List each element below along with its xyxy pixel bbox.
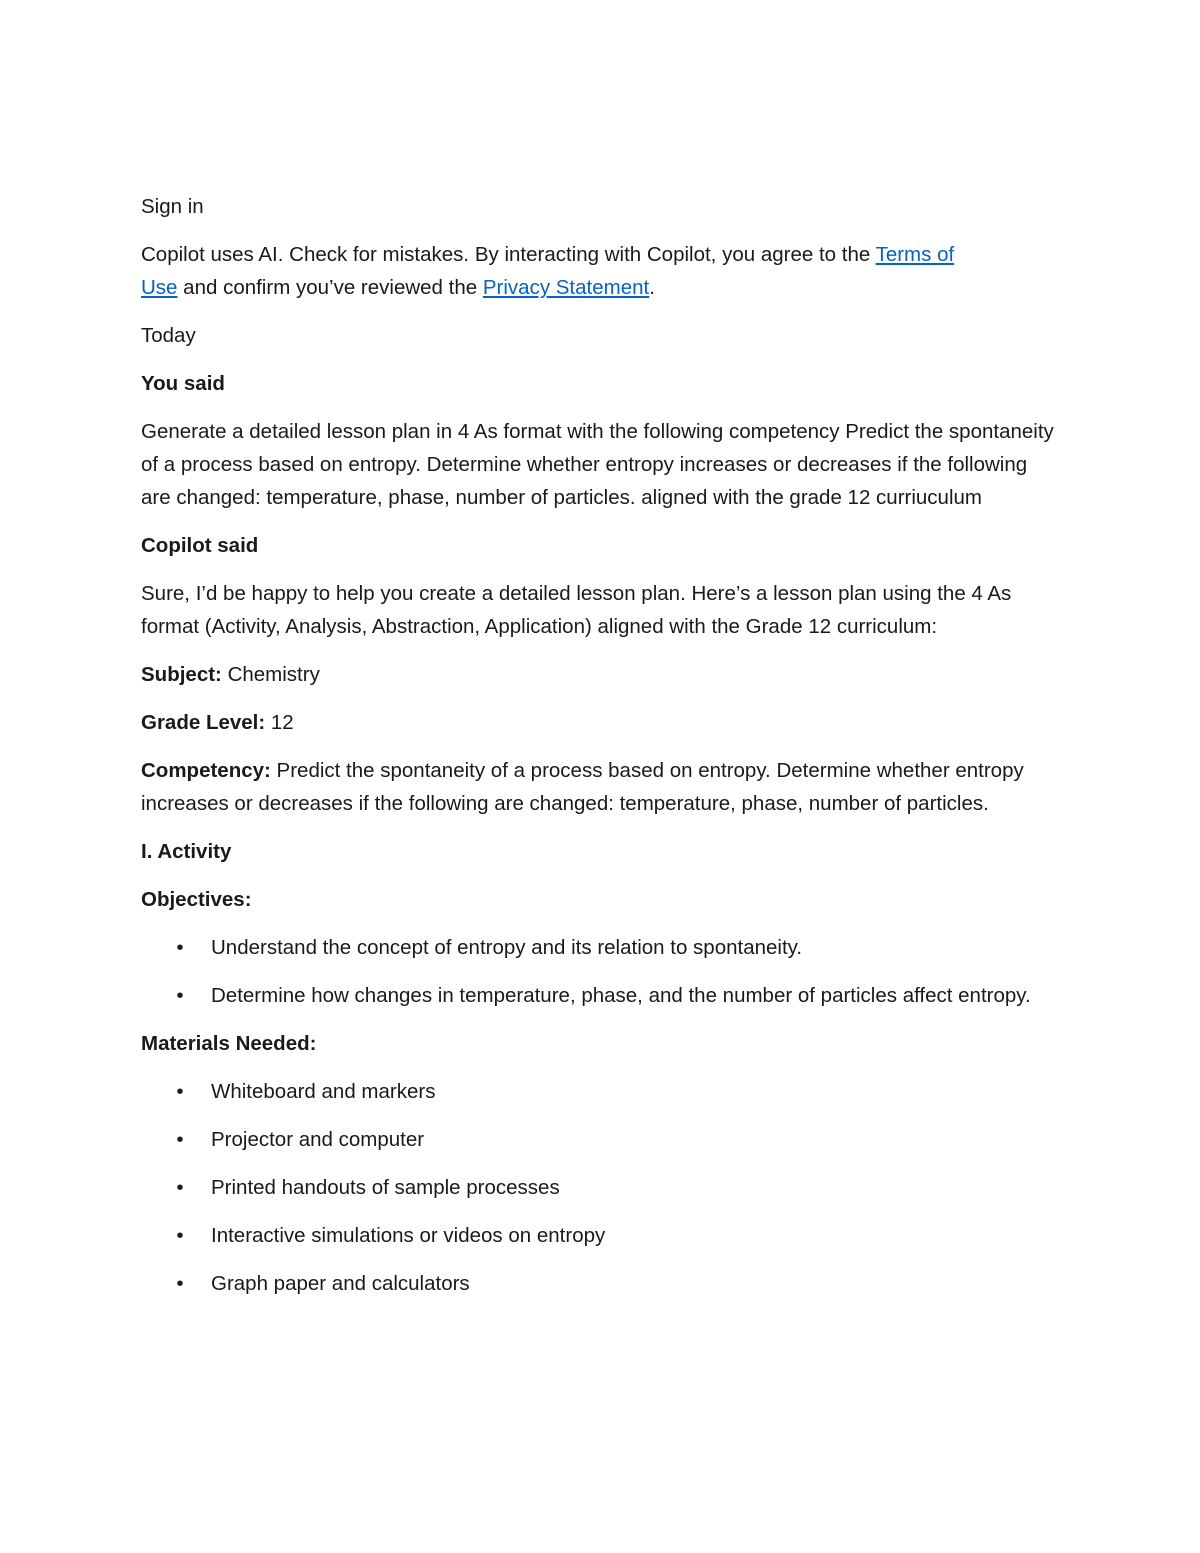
list-item <box>141 979 1061 1012</box>
bullet-icon: • <box>176 984 184 1007</box>
subject-value: Chemistry <box>221 663 320 686</box>
list-item <box>141 1219 1061 1252</box>
list-item-text: Whiteboard and markers <box>211 1080 436 1103</box>
grade-level-line <box>141 706 1061 739</box>
list-item <box>141 1075 1061 1108</box>
competency-value: Predict the spontaneity of a process based on entropy. Determine whether entropy increases or decreases if the following are changed: temperature, phase, number of particles. <box>141 759 1024 815</box>
list-item <box>141 1267 1061 1300</box>
competency-label: Competency: <box>141 759 271 782</box>
bullet-icon: • <box>176 1080 184 1103</box>
user-speaker-label: You said <box>141 372 225 395</box>
disclaimer-text: . <box>649 276 655 299</box>
bullet-icon: • <box>176 1224 184 1247</box>
objectives-heading: Objectives: <box>141 888 252 911</box>
list-item-text: Projector and computer <box>211 1128 425 1151</box>
disclaimer-text: and confirm you’ve reviewed the <box>177 276 483 299</box>
list-item-text: Understand the concept of entropy and its relation to spontaneity. <box>211 936 803 959</box>
bullet-icon: • <box>176 1176 184 1199</box>
disclaimer-text: Copilot uses AI. Check for mistakes. By interacting with Copilot, you agree to the <box>141 243 876 266</box>
bullet-icon: • <box>176 1272 184 1295</box>
privacy-statement-link[interactable]: Privacy Statement <box>482 276 650 299</box>
disclaimer <box>141 238 1061 304</box>
materials-list <box>141 1075 1061 1300</box>
copilot-speaker-label: Copilot said <box>141 534 259 557</box>
copilot-intro-text: Sure, I’d be happy to help you create a detailed lesson plan. Here’s a lesson plan using the 4 As format (Activity, Analysis, Abstraction, Application) aligned with the Grade 12 curriculum: <box>141 582 1012 638</box>
list-item-text: Determine how changes in temperature, phase, and the number of particles affect entropy. <box>211 984 1031 1007</box>
section-title: I. Activity <box>141 840 232 863</box>
bullet-icon: • <box>176 936 184 959</box>
subject-label: Subject: <box>141 663 222 686</box>
sign-in-link[interactable]: Sign in <box>141 195 204 218</box>
competency-line <box>141 754 1061 820</box>
list-item-text: Printed handouts of sample processes <box>211 1176 560 1199</box>
user-message-text: Generate a detailed lesson plan in 4 As format with the following competency Predict the spontaneity of a process based on entropy. Determine whether entropy increases or decreases if the following are changed: temperature, phase, number of particles. aligned with the grade 12 curriuculum <box>141 420 1054 509</box>
list-item-text: Interactive simulations or videos on entropy <box>211 1224 606 1247</box>
list-item-text: Graph paper and calculators <box>211 1272 470 1295</box>
terms-of-use-link[interactable]: Terms of Use <box>141 243 955 299</box>
grade-level-value: 12 <box>265 711 294 734</box>
date-label: Today <box>141 324 196 347</box>
materials-heading: Materials Needed: <box>141 1032 317 1055</box>
list-item <box>141 931 1061 964</box>
document-page <box>141 190 1061 1315</box>
grade-level-label: Grade Level: <box>141 711 266 734</box>
bullet-icon: • <box>176 1128 184 1151</box>
list-item <box>141 1123 1061 1156</box>
subject-line <box>141 658 1061 691</box>
objectives-list <box>141 931 1061 1012</box>
list-item <box>141 1171 1061 1204</box>
